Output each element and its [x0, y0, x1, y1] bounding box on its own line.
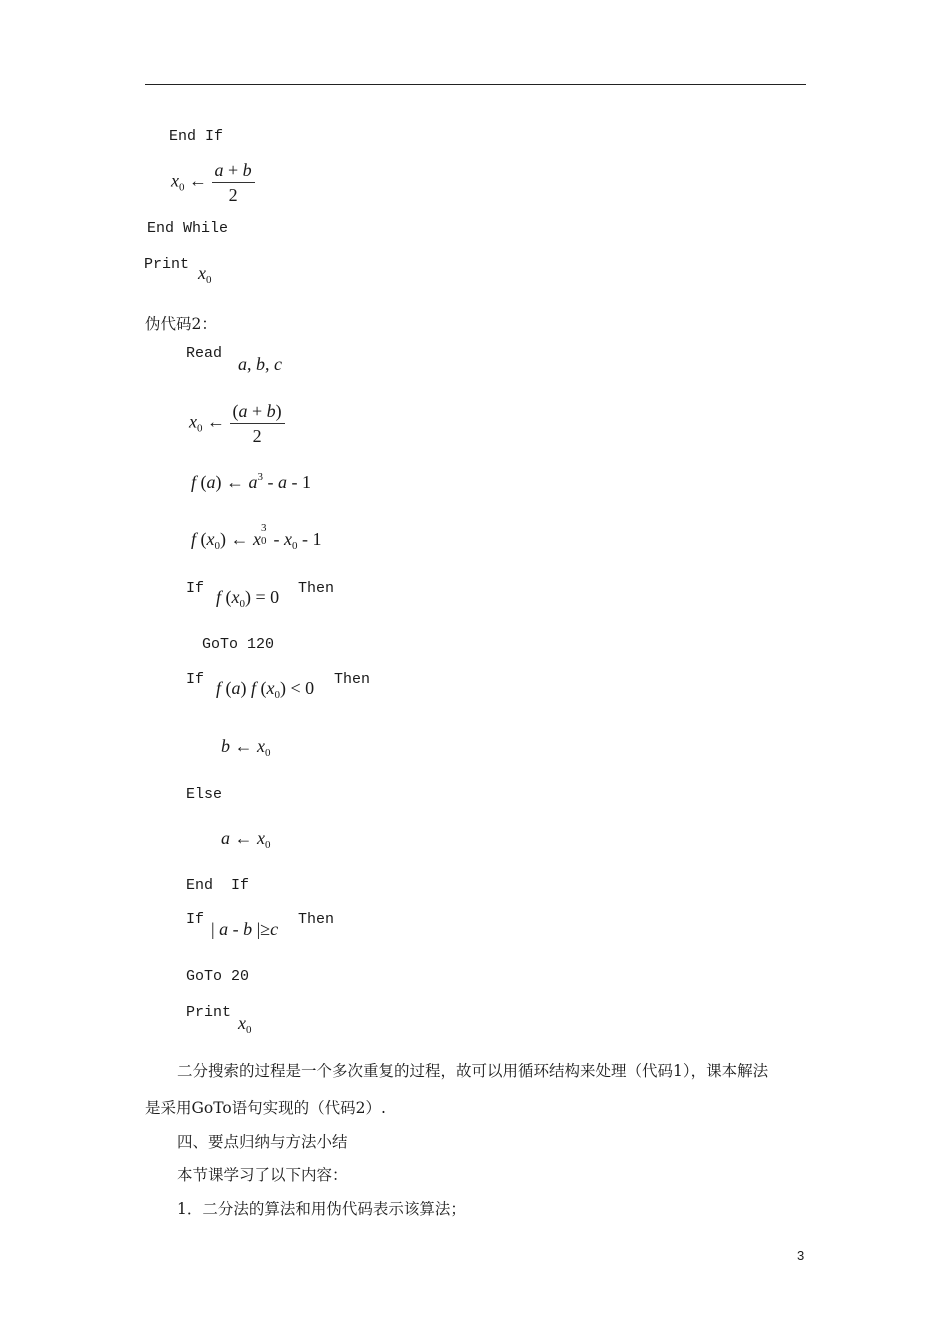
code2-if2: If [186, 671, 205, 688]
code2-read: Read [186, 345, 223, 362]
code1-assign-x0: $x_0$ ← $\frac{a + b}{2}$ [171, 158, 255, 207]
paragraph-1-line-2: 是采用GoTo语句实现的（代码2）. [145, 1099, 386, 1117]
code2-then2: Then [334, 671, 371, 688]
summary-item-1: 1．二分法的算法和用伪代码表示该算法； [177, 1200, 466, 1218]
code2-then1: Then [298, 580, 335, 597]
code2-end-if: End If [186, 877, 250, 894]
code2-if3: If [186, 911, 205, 928]
section-4-heading: 四、要点归纳与方法小结 [177, 1133, 348, 1151]
code2-then3: Then [298, 911, 335, 928]
code2-heading: 伪代码2： [145, 315, 217, 333]
code1-end-if: End If [169, 128, 224, 145]
code2-a-assign: a ← $x_0$ [221, 828, 271, 851]
code2-cond1: f $(x_0) = 0$ [216, 587, 280, 610]
code2-cond3: | a - b |≥c [211, 919, 279, 939]
code2-print: Print [186, 1004, 232, 1021]
code2-else: Else [186, 786, 223, 803]
code1-print-x0: $x_0$ [198, 263, 212, 286]
summary-intro: 本节课学习了以下内容： [177, 1166, 348, 1184]
code1-print: Print [144, 256, 190, 273]
code2-assign-x0: $x_0$ ← $\frac{(a + b)}{2}$ [189, 399, 285, 448]
code2-b-assign: b ← $x_0$ [221, 736, 271, 759]
code1-end-while: End While [147, 220, 229, 237]
page-number: 3 [797, 1248, 805, 1263]
code2-goto20: GoTo 20 [186, 968, 250, 985]
code2-read-vars: a, b, c [238, 354, 282, 374]
code2-goto120: GoTo 120 [202, 636, 275, 653]
header-rule [145, 84, 806, 85]
code2-cond2: f (a) f $(x_0) < 0$ [216, 678, 315, 701]
code2-fx0: f $(x_0)$ ← x 3 0 - $x_0 - 1$ [191, 522, 322, 552]
code2-print-x0: $x_0$ [238, 1013, 252, 1036]
paragraph-1-line-1: 二分搜索的过程是一个多次重复的过程，故可以用循环结构来处理（代码1），课本解法 [177, 1062, 769, 1080]
code2-fa: f (a) ← $a^3$ - a - 1 [191, 471, 312, 492]
code2-if1: If [186, 580, 205, 597]
